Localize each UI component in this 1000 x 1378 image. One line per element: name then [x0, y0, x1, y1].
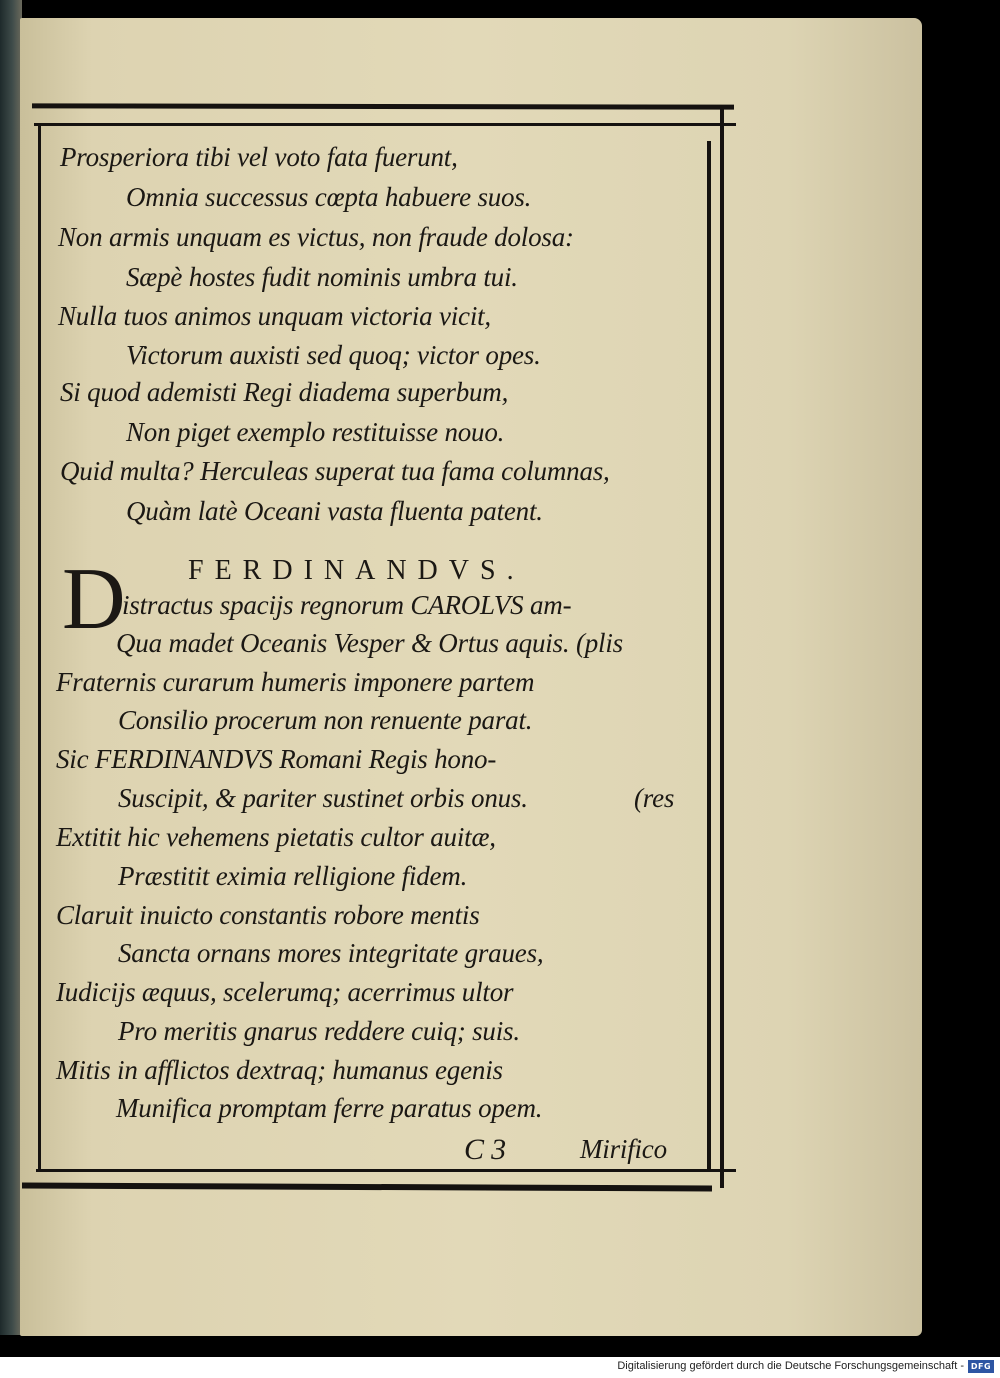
verse-line: Sancta ornans mores integritate graues,	[118, 938, 544, 968]
dfg-logo-icon: DFG	[968, 1360, 994, 1373]
verse-line: Quàm latè Oceani vasta fluenta patent.	[126, 496, 543, 526]
signature-mark: C 3	[464, 1133, 506, 1166]
verse-turnover: (res	[634, 783, 675, 813]
verse-line: Non armis unquam es victus, non fraude dolosa:	[58, 222, 574, 252]
verse-line: Prosperiora tibi vel voto fata fuerunt,	[60, 142, 458, 172]
verse-line: istractus spacijs regnorum CAROLVS am-	[122, 590, 572, 620]
verse-line: Quid multa? Herculeas superat tua fama columnas,	[60, 456, 610, 486]
verse-line: Sæpè hostes fudit nominis umbra tui.	[126, 262, 518, 292]
footer-bar	[0, 1357, 1000, 1378]
section-heading: FERDINANDVS.	[188, 555, 525, 586]
verse-line: Præstitit eximia relligione fidem.	[118, 861, 468, 891]
verse-line: Fraternis curarum humeris imponere partem	[56, 667, 535, 697]
verse-line: Si quod ademisti Regi diadema superbum,	[60, 377, 509, 407]
verse-line: Victorum auxisti sed quoq; victor opes.	[126, 340, 541, 370]
verse-line: Iudicijs æquus, scelerumq; acerrimus ultor	[56, 977, 514, 1007]
catchword: Mirifico	[580, 1134, 667, 1164]
verse-line: Claruit inuicto constantis robore mentis	[56, 900, 480, 930]
book-page	[20, 18, 922, 1336]
page-text	[20, 18, 922, 1336]
verse-line: Mitis in afflictos dextraq; humanus egenis	[56, 1055, 503, 1085]
verse-line: Consilio procerum non renuente parat.	[118, 705, 533, 735]
verse-line: Munifica promptam ferre paratus opem.	[116, 1093, 543, 1123]
footer-credit: Digitalisierung gefördert durch die Deutsche Forschungsgemeinschaft -	[617, 1360, 964, 1372]
book-spine	[0, 0, 22, 1335]
drop-cap: D	[62, 551, 126, 648]
verse-line: Omnia successus cœpta habuere suos.	[126, 182, 532, 212]
verse-line: Qua madet Oceanis Vesper & Ortus aquis. (plis	[116, 628, 623, 658]
verse-line: Nulla tuos animos unquam victoria vicit,	[58, 301, 491, 331]
verse-line: Suscipit, & pariter sustinet orbis onus.	[118, 783, 528, 813]
verse-line: Sic FERDINANDVS Romani Regis hono-	[56, 744, 497, 774]
verse-line: Pro meritis gnarus reddere cuiq; suis.	[118, 1016, 520, 1046]
verse-line: Non piget exemplo restituisse nouo.	[126, 417, 505, 447]
verse-line: Extitit hic vehemens pietatis cultor auitæ,	[56, 822, 496, 852]
